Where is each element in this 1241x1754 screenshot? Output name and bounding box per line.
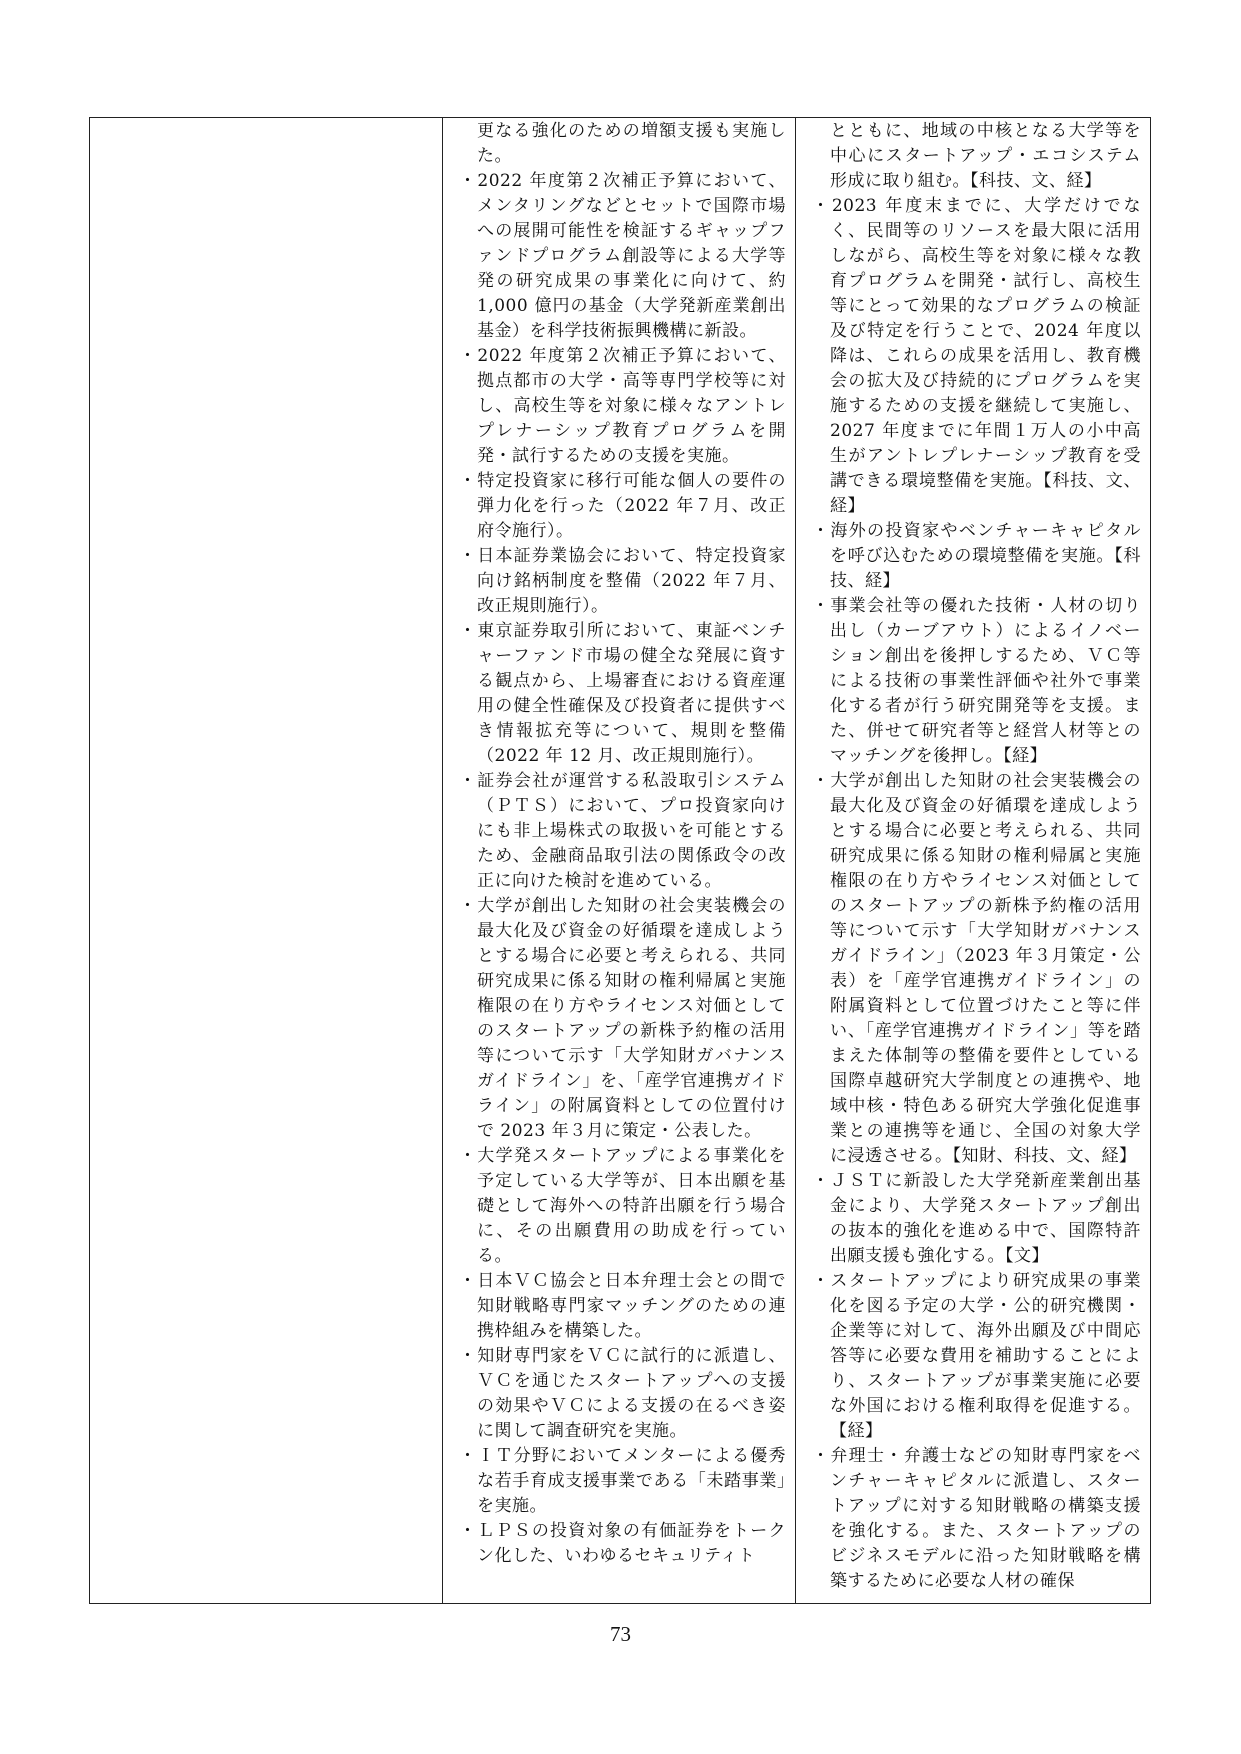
- content-table: [89, 117, 1151, 1604]
- list-item: ・証券会社が運営する私設取引システム（ＰＴＳ）において、プロ投資家向けにも非上場株式の取扱いを可能とするため、金融商品取引法の関係政令の改正に向けた検討を進めている。: [459, 771, 786, 891]
- list-item: とともに、地域の中核となる大学等を中心にスタートアップ・エコシステム形成に取り組む。【科技、文、経】: [830, 121, 1141, 191]
- list-item: ・ＪＳＴに新設した大学発新産業創出基金により、大学発スタートアップ創出の抜本的強化を進める中で、国際特許出願支援も強化する。【文】: [812, 1171, 1141, 1266]
- list-item: ・スタートアップにより研究成果の事業化を図る予定の大学・公的研究機関・企業等に対して、海外出願及び中間応答等に必要な費用を補助することにより、スタートアップが事業実施に必要な外国における権利取得を促進する。【経】: [812, 1271, 1141, 1441]
- list-item: ・東京証券取引所において、東証ベンチャーファンド市場の健全な発展に資する観点から、上場審査における資産運用の健全性確保及び投資者に提供すべき情報拡充等について、規則を整備（2022 年 12 月、改正規則施行）。: [459, 621, 786, 766]
- list-item: ・弁理士・弁護士などの知財専門家をベンチャーキャピタルに派遣し、スタートアップに対する知財戦略の構築支援を強化する。また、スタートアップのビジネスモデルに沿った知財戦略を構築するために必要な人材の確保: [812, 1446, 1141, 1591]
- list-item: ・知財専門家をＶＣに試行的に派遣し、ＶＣを通じたスタートアップへの支援の効果やＶＣによる支援の在るべき姿に関して調査研究を実施。: [459, 1346, 786, 1441]
- list-item: ・2022 年度第２次補正予算において、拠点都市の大学・高等専門学校等に対し、高校生等を対象に様々なアントレプレナーシップ教育プログラムを開発・試行するための支援を実施。: [459, 346, 786, 466]
- middle-column-cell: [443, 118, 796, 1604]
- list-item: 更なる強化のための増額支援も実施した。: [477, 121, 786, 166]
- right-column-list: [796, 118, 1150, 1594]
- list-item: ・海外の投資家やベンチャーキャピタルを呼び込むための環境整備を実施。【科技、経】: [812, 521, 1141, 591]
- table-row: [90, 118, 1151, 1604]
- list-item: ・特定投資家に移行可能な個人の要件の弾力化を行った（2022 年７月、改正府令施行）。: [459, 471, 786, 541]
- list-item: ・日本証券業協会において、特定投資家向け銘柄制度を整備（2022 年７月、改正規則施行）。: [459, 546, 786, 616]
- list-item: ・ＩＴ分野においてメンターによる優秀な若手育成支援事業である「未踏事業」を実施。: [459, 1446, 786, 1516]
- list-item: ・2023 年度末までに、大学だけでなく、民間等のリソースを最大限に活用しながら、高校生等を対象に様々な教育プログラムを開発・試行し、高校生等にとって効果的なプログラムの検証及び特定を行うことで、2024 年度以降は、これらの成果を活用し、教育機会の拡大及び持続的にプログラムを実施するための支援を継続して実施し、2027 年度までに年間１万人の小中高生がアントレプレナーシップ教育を受講できる環境整備を実施。【科技、文、経】: [812, 196, 1141, 516]
- list-item: ・事業会社等の優れた技術・人材の切り出し（カーブアウト）によるイノベーション創出を後押しするため、ＶＣ等による技術の事業性評価や社外で事業化する者が行う研究開発等を支援。また、併せて研究者等と経営人材等とのマッチングを後押し。【経】: [812, 596, 1141, 766]
- list-item: ・大学が創出した知財の社会実装機会の最大化及び資金の好循環を達成しようとする場合に必要と考えられる、共同研究成果に係る知財の権利帰属と実施権限の在り方やライセンス対価としてのスタートアップの新株予約権の活用等について示す「大学知財ガバナンスガイドライン」（2023 年３月策定・公表）を「産学官連携ガイドライン」の附属資料として位置づけたこと等に伴い、「産学官連携ガイドライン」等を踏まえた体制等の整備を要件としている国際卓越研究大学制度との連携や、地域中核・特色ある研究大学強化促進事業との連携等を通じ、全国の対象大学に浸透させる。【知財、科技、文、経】: [812, 771, 1141, 1166]
- list-item: ・ＬＰＳの投資対象の有価証券をトークン化した、いわゆるセキュリティト: [459, 1521, 786, 1566]
- left-column-cell: [90, 118, 443, 1604]
- list-item: ・大学が創出した知財の社会実装機会の最大化及び資金の好循環を達成しようとする場合に必要と考えられる、共同研究成果に係る知財の権利帰属と実施権限の在り方やライセンス対価としてのスタートアップの新株予約権の活用等について示す「大学知財ガバナンスガイドライン」を、「産学官連携ガイドライン」の附属資料としての位置付けで 2023 年３月に策定・公表した。: [459, 896, 786, 1141]
- list-item: ・日本ＶＣ協会と日本弁理士会との間で知財戦略専門家マッチングのための連携枠組みを構築した。: [459, 1271, 786, 1341]
- list-item: ・大学発スタートアップによる事業化を予定している大学等が、日本出願を基礎として海外への特許出願を行う場合に、その出願費用の助成を行っている。: [459, 1146, 786, 1266]
- left-column-list: [90, 118, 442, 119]
- middle-column-list: [443, 118, 795, 1569]
- page-number: 73: [610, 1622, 631, 1646]
- list-item: ・2022 年度第２次補正予算において、メンタリングなどとセットで国際市場への展開可能性を検証するギャップファンドプログラム創設等による大学等発の研究成果の事業化に向けて、約 1,000 億円の基金（大学発新産業創出基金）を科学技術振興機構に新設。: [459, 171, 786, 341]
- right-column-cell: [796, 118, 1151, 1604]
